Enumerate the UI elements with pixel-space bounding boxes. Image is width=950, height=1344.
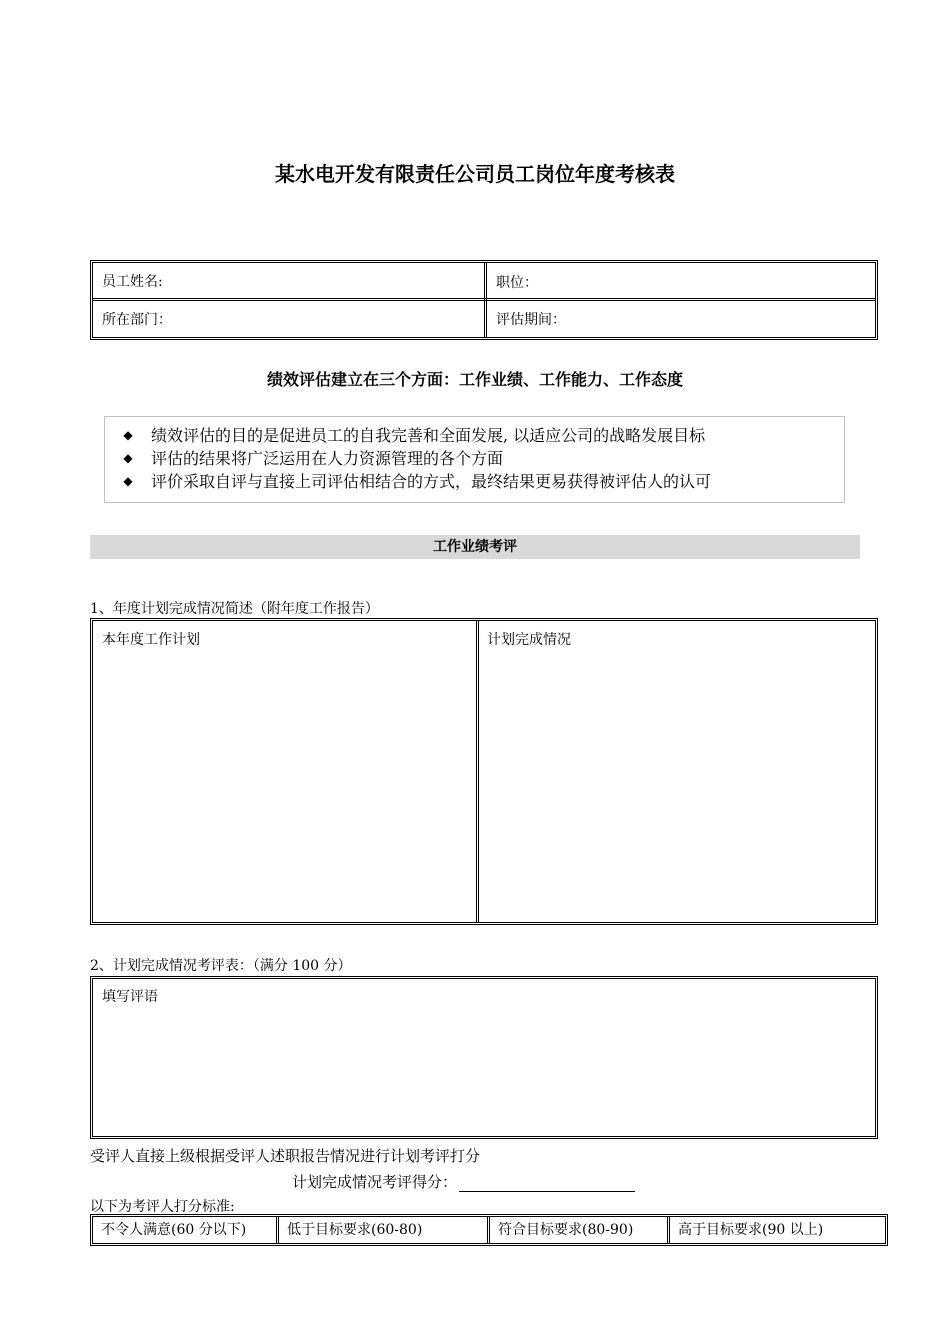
employee-info-table <box>90 260 878 340</box>
score-input[interactable] <box>459 1177 635 1192</box>
page-title: 某水电开发有限责任公司员工岗位年度考核表 <box>275 162 675 186</box>
list-item <box>105 423 844 446</box>
score-row <box>292 1171 635 1192</box>
department-cell[interactable] <box>93 301 484 337</box>
section-title-performance: 工作业绩考评 <box>90 535 860 559</box>
department-label: 所在部门： <box>102 312 172 328</box>
evaluation-notes-box <box>104 416 845 503</box>
position-cell[interactable] <box>487 263 875 301</box>
scoring-note: 受评人直接上级根据受评人述职报告情况进行计划考评打分 <box>90 1147 481 1165</box>
bullet-text: 绩效评估的目的是促进员工的自我完善和全面发展, 以适应公司的战略发展目标 <box>151 426 706 445</box>
standard-exceeds-target: 高于目标要求(90 以上) <box>678 1222 824 1238</box>
score-label: 计划完成情况考评得分： <box>292 1173 458 1191</box>
annual-plan-cell[interactable] <box>93 621 476 922</box>
part2-label: 2、计划完成情况考评表：（满分 100 分） <box>90 958 352 974</box>
standard-below-target: 低于目标要求(60-80) <box>287 1222 423 1238</box>
diamond-bullet-icon: ◆ <box>123 473 133 488</box>
diamond-bullet-icon: ◆ <box>123 450 133 465</box>
bullet-text: 评价采取自评与直接上司评估相结合的方式，最终结果更易获得被评估人的认可 <box>151 472 712 491</box>
list-item <box>105 469 844 492</box>
plan-completion-cell[interactable] <box>479 621 875 922</box>
position-label: 职位： <box>496 275 538 291</box>
annual-plan-header: 本年度工作计划 <box>102 632 200 648</box>
part1-label: 1、年度计划完成情况简述（附年度工作报告） <box>90 601 379 617</box>
period-cell[interactable] <box>487 301 875 337</box>
employee-name-cell[interactable] <box>93 263 484 298</box>
evaluation-aspects-heading: 绩效评估建立在三个方面：工作业绩、工作能力、工作态度 <box>266 370 683 389</box>
bullet-text: 评估的结果将广泛运用在人力资源管理的各个方面 <box>151 449 504 468</box>
plan-table <box>90 618 878 925</box>
standard-unsatisfactory: 不令人满意(60 分以下) <box>101 1222 247 1238</box>
period-label: 评估期间： <box>496 312 566 328</box>
comment-box-header: 填写评语 <box>102 989 158 1005</box>
standard-meets-target: 符合目标要求(80-90) <box>498 1222 634 1238</box>
standards-label: 以下为考评人打分标准: <box>90 1199 235 1215</box>
scoring-standards-table <box>90 1214 888 1246</box>
employee-name-label: 员工姓名: <box>102 273 163 290</box>
comment-box[interactable] <box>90 976 878 1139</box>
diamond-bullet-icon: ◆ <box>123 427 133 442</box>
plan-completion-header: 计划完成情况 <box>487 632 571 648</box>
list-item <box>105 446 844 469</box>
